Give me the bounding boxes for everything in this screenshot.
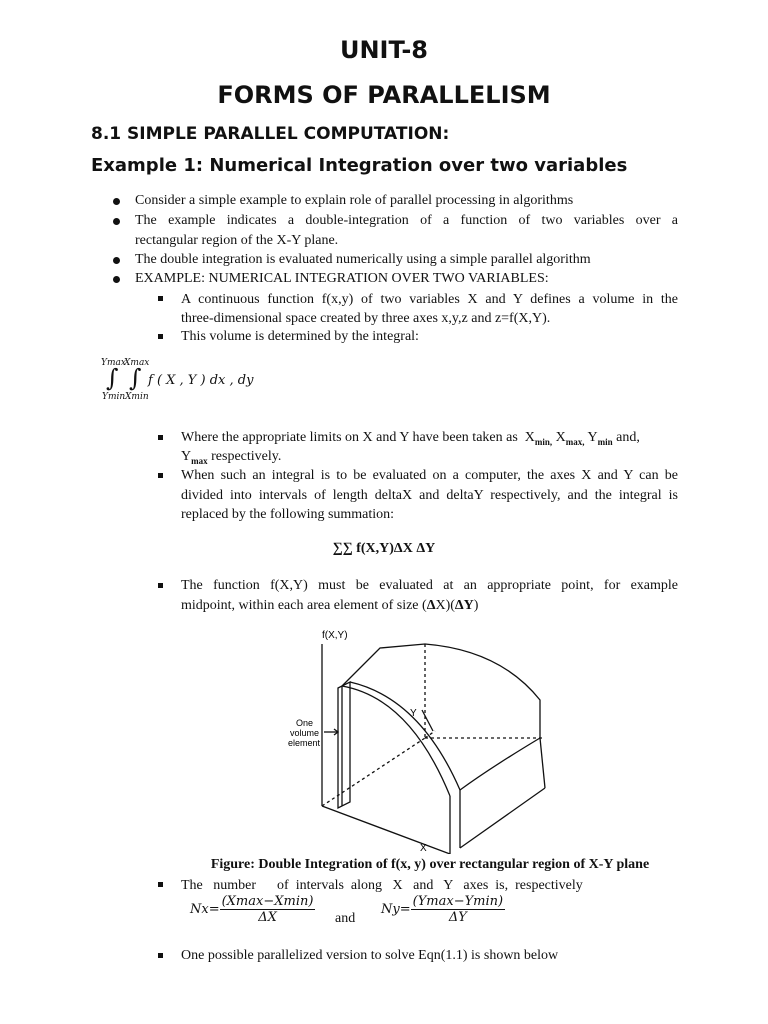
evaluate-text: midpoint, within each area element of size ( xyxy=(181,598,427,613)
sub-bullet xyxy=(158,583,163,588)
intervals-text: The number of intervals along X and Y axes is, respectively xyxy=(181,878,583,893)
integral-sign: ∫ xyxy=(106,364,119,392)
nx-numerator: (Xmax−Xmin) xyxy=(221,894,314,909)
nx-formula xyxy=(190,894,315,925)
evaluate-text-mid: X)( xyxy=(435,598,455,613)
bullet-2-line1: The example indicates a double-integration of a function of two variables over a xyxy=(135,213,678,228)
ny-denominator: ΔY xyxy=(448,910,467,925)
bullet-dot xyxy=(113,276,120,283)
volume-label-line2: volume xyxy=(290,728,320,738)
top-surface-back xyxy=(342,644,540,738)
y-axis-label: Y xyxy=(410,708,417,719)
computer-line1: When such an integral is to be evaluated on a computer, the axes X and Y can be xyxy=(181,468,678,483)
limits-text: Where the appropriate limits on X and Y have been taken as xyxy=(181,430,518,445)
nx-denominator: ΔX xyxy=(258,910,277,925)
integral-lower-y: Ymin xyxy=(102,392,126,402)
y-min-sub: min xyxy=(597,436,613,447)
y-axis xyxy=(422,710,433,731)
sub-bullet-1-line1: A continuous function f(x,y) of two variables X and Y defines a volume in the xyxy=(181,292,678,307)
example-heading: Example 1: Numerical Integration over two variables xyxy=(91,155,628,176)
f-axis-label: f(X,Y) xyxy=(322,630,348,641)
integral-lower-x: Xmin xyxy=(125,392,149,402)
last-bullet: One possible parallelized version to solve Eqn(1.1) is shown below xyxy=(181,948,559,963)
volume-element-top xyxy=(350,682,460,790)
sub-bullet xyxy=(158,882,163,887)
integral-sign: ∫ xyxy=(129,364,142,392)
computer-line3: replaced by the following summation: xyxy=(181,507,395,522)
x-axis-label: X xyxy=(420,843,427,854)
bullet-dot xyxy=(113,198,120,205)
ny-fraction xyxy=(411,894,505,925)
integration-figure xyxy=(270,618,590,854)
ny-numerator: (Ymax−Ymin) xyxy=(412,894,504,909)
integral-upper-y: Ymax xyxy=(101,358,126,368)
bullet-dot xyxy=(113,218,120,225)
delta-symbol: Δ xyxy=(426,598,436,613)
bullet-1: Consider a simple example to explain role of parallel processing in algorithms xyxy=(135,193,574,208)
sub-bullet xyxy=(158,435,163,440)
ny-formula xyxy=(381,894,505,925)
nx-lhs: Nx= xyxy=(190,902,220,917)
x-min-sub: min, xyxy=(534,436,553,447)
x-axis xyxy=(322,806,450,854)
bullet-dot xyxy=(113,257,120,264)
y-min-symbol: Y xyxy=(587,430,598,445)
nx-fraction xyxy=(220,894,316,925)
bullet-4: EXAMPLE: NUMERICAL INTEGRATION OVER TWO VARIABLES: xyxy=(135,271,549,286)
bullet-2-line2: rectangular region of the X-Y plane. xyxy=(135,233,339,248)
integrand: f ( X , Y ) dx , dy xyxy=(148,373,254,388)
integral-upper-x: Xmax xyxy=(124,358,150,368)
y-max-sub: max xyxy=(191,455,208,466)
right-edge xyxy=(540,738,545,788)
figure-caption: Figure: Double Integration of f(x, y) over rectangular region of X-Y plane xyxy=(210,857,650,872)
evaluate-line1: The function f(X,Y) must be evaluated at an appropriate point, for example xyxy=(181,578,678,593)
sub-bullet xyxy=(158,953,163,958)
volume-label-line3: element xyxy=(288,738,321,748)
volume-label-line1: One xyxy=(296,718,314,728)
limits-post: respectively. xyxy=(211,449,282,464)
y-max-symbol: Y xyxy=(181,449,192,464)
limits-and: and, xyxy=(616,430,640,445)
bullet-3: The double integration is evaluated numerically using a simple parallel algorithm xyxy=(135,252,591,267)
section-heading: 8.1 SIMPLE PARALLEL COMPUTATION: xyxy=(91,124,450,144)
sub-bullet-2: This volume is determined by the integral: xyxy=(181,329,419,344)
sub-bullet xyxy=(158,334,163,339)
x-max-sub: max, xyxy=(565,436,585,447)
evaluate-line2 xyxy=(181,596,678,615)
integral-formula xyxy=(98,355,258,405)
sub-bullet xyxy=(158,473,163,478)
x-max-symbol: X xyxy=(555,430,566,445)
summation-formula: ∑∑ f(X,Y)ΔX ΔY xyxy=(332,541,436,556)
base-edge xyxy=(460,788,545,848)
delta-y-symbol: ΔY xyxy=(454,598,474,613)
sub-bullet-1-line2: three-dimensional space created by three axes x,y,z and z=f(X,Y). xyxy=(181,311,551,326)
evaluate-text-end: ) xyxy=(473,598,479,613)
sub-bullet xyxy=(158,296,163,301)
computer-line2: divided into intervals of length deltaX and deltaY respectively, and the integral is xyxy=(181,488,678,503)
x-min-symbol: X xyxy=(524,430,535,445)
page-title: FORMS OF PARALLELISM xyxy=(217,81,551,109)
ny-lhs: Ny= xyxy=(381,902,411,917)
intervals-and: and xyxy=(335,911,356,926)
right-top-edge xyxy=(460,738,540,790)
unit-heading: UNIT-8 xyxy=(339,36,428,64)
